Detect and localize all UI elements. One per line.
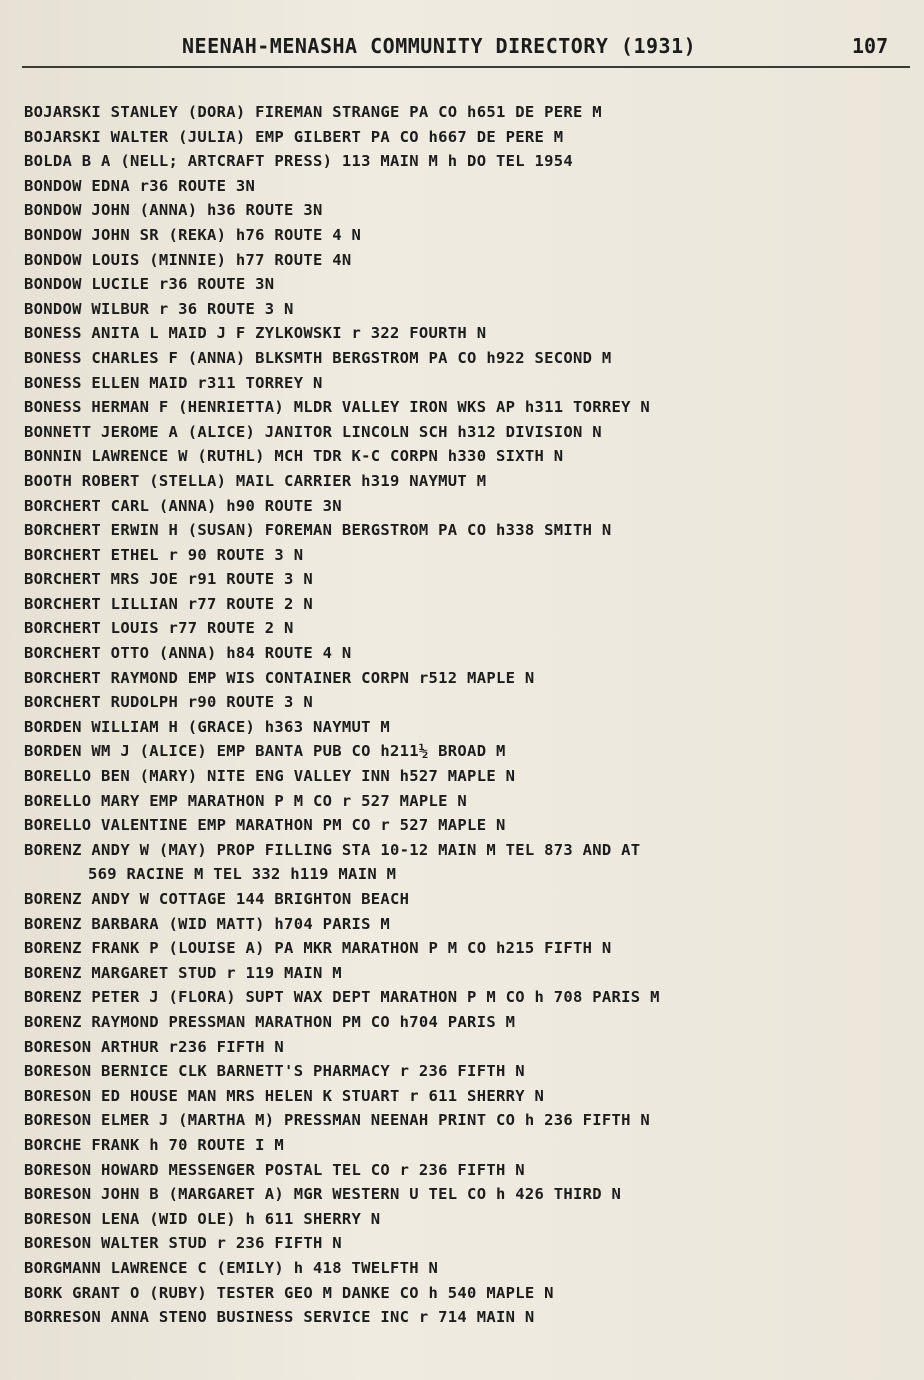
page-number: 107	[852, 34, 889, 58]
header-rule	[22, 66, 910, 68]
directory-entry: BORCHERT CARL (ANNA) h90 ROUTE 3N	[24, 496, 342, 515]
directory-entry: BORDEN WILLIAM H (GRACE) h363 NAYMUT M	[24, 717, 391, 736]
directory-entry: BORGMANN LAWRENCE C (EMILY) h 418 TWELFTH N	[24, 1258, 439, 1277]
directory-entry: BORESON ED HOUSE MAN MRS HELEN K STUART r 611 SHERRY N	[24, 1086, 545, 1105]
directory-entry: BORCHERT RUDOLPH r90 ROUTE 3 N	[24, 693, 313, 712]
directory-entry: BORESON ELMER J (MARTHA M) PRESSMAN NEENAH PRINT CO h 236 FIFTH N	[24, 1111, 651, 1130]
directory-entry: BORCHERT LOUIS r77 ROUTE 2 N	[24, 619, 294, 638]
directory-entry: BORENZ ANDY W COTTAGE 144 BRIGHTON BEACH	[24, 890, 410, 908]
directory-entry: BORELLO MARY EMP MARATHON P M CO r 527 MAPLE N	[24, 791, 468, 810]
directory-entry: BORENZ FRANK P (LOUISE A) PA MKR MARATHON P M CO h215 FIFTH N	[24, 939, 612, 958]
page-header	[0, 28, 924, 68]
directory-entry: BOOTH ROBERT (STELLA) MAIL CARRIER h319 NAYMUT M	[24, 471, 487, 490]
directory-entry: BORCHERT OTTO (ANNA) h84 ROUTE 4 N	[24, 644, 352, 663]
directory-entry: BORELLO VALENTINE EMP MARATHON PM CO r 527 MAPLE N	[24, 816, 506, 835]
directory-entry: BORESON BERNICE CLK BARNETT'S PHARMACY r 236 FIFTH N	[24, 1062, 525, 1081]
directory-entry: BORCHERT MRS JOE r91 ROUTE 3 N	[24, 570, 313, 589]
directory-entry: BORRESON ANNA STENO BUSINESS SERVICE INC r 714 MAIN N	[24, 1308, 535, 1327]
directory-entry: BORENZ PETER J (FLORA) SUPT WAX DEPT MARATHON P M CO h 708 PARIS M	[24, 988, 660, 1007]
directory-entry: BONDOW EDNA r36 ROUTE 3N	[24, 176, 256, 195]
directory-entry: BORENZ RAYMOND PRESSMAN MARATHON PM CO h704 PARIS M	[24, 1012, 516, 1031]
directory-title: NEENAH-MENASHA COMMUNITY DIRECTORY (1931)	[182, 34, 697, 58]
directory-entries	[24, 100, 914, 1330]
directory-entry: BORESON WALTER STUD r 236 FIFTH N	[24, 1234, 342, 1253]
directory-entry: BORENZ MARGARET STUD r 119 MAIN M	[24, 963, 342, 982]
directory-entry: BORESON LENA (WID OLE) h 611 SHERRY N	[24, 1209, 381, 1228]
directory-entry: BONNETT JEROME A (ALICE) JANITOR LINCOLN SCH h312 DIVISION N	[24, 422, 602, 441]
directory-entry: BONESS CHARLES F (ANNA) BLKSMTH BERGSTROM PA CO h922 SECOND M	[24, 348, 612, 367]
directory-entry: BONESS ELLEN MAID r311 TORREY N	[24, 373, 323, 392]
directory-entry: BORCHERT LILLIAN r77 ROUTE 2 N	[24, 594, 313, 613]
directory-entry: BORCHE FRANK h 70 ROUTE I M	[24, 1135, 285, 1154]
directory-entry: BONESS ANITA L MAID J F ZYLKOWSKI r 322 FOURTH N	[24, 324, 487, 343]
directory-entry: BOLDA B A (NELL; ARTCRAFT PRESS) 113 MAIN M h DO TEL 1954	[24, 152, 574, 171]
directory-entry: BORESON HOWARD MESSENGER POSTAL TEL CO r 236 FIFTH N	[24, 1160, 525, 1179]
directory-entry: BORELLO BEN (MARY) NITE ENG VALLEY INN h527 MAPLE N	[24, 767, 516, 786]
directory-entry: BORCHERT ETHEL r 90 ROUTE 3 N	[24, 545, 304, 564]
directory-entry: BONDOW WILBUR r 36 ROUTE 3 N	[24, 299, 294, 318]
directory-entry: BOJARSKI WALTER (JULIA) EMP GILBERT PA CO h667 DE PERE M	[24, 127, 564, 146]
directory-entry: BORCHERT ERWIN H (SUSAN) FOREMAN BERGSTROM PA CO h338 SMITH N	[24, 521, 612, 540]
directory-entry: BONDOW JOHN SR (REKA) h76 ROUTE 4 N	[24, 225, 362, 244]
directory-entry: BONDOW JOHN (ANNA) h36 ROUTE 3N	[24, 201, 323, 220]
directory-entry: BORCHERT RAYMOND EMP WIS CONTAINER CORPN r512 MAPLE N	[24, 668, 535, 687]
directory-entry: BORDEN WM J (ALICE) EMP BANTA PUB CO h211½ BROAD M	[24, 742, 506, 761]
directory-entry: BONDOW LOUIS (MINNIE) h77 ROUTE 4N	[24, 250, 352, 269]
directory-entry: BONNIN LAWRENCE W (RUTHL) MCH TDR K-C CORPN h330 SIXTH N	[24, 447, 564, 466]
directory-entry: BORESON JOHN B (MARGARET A) MGR WESTERN U TEL CO h 426 THIRD N	[24, 1185, 622, 1204]
directory-entry-continuation: 569 RACINE M TEL 332 h119 MAIN M	[88, 865, 397, 884]
directory-entry: BORENZ ANDY W (MAY) PROP FILLING STA 10-12 MAIN M TEL 873 AND AT	[24, 840, 641, 859]
directory-entry: BORENZ BARBARA (WID MATT) h704 PARIS M	[24, 914, 391, 933]
directory-entry: BONESS HERMAN F (HENRIETTA) MLDR VALLEY IRON WKS AP h311 TORREY N	[24, 398, 651, 417]
directory-entry: BORK GRANT O (RUBY) TESTER GEO M DANKE CO h 540 MAPLE N	[24, 1283, 554, 1302]
directory-entry: BOJARSKI STANLEY (DORA) FIREMAN STRANGE PA CO h651 DE PERE M	[24, 103, 602, 121]
directory-entry: BONDOW LUCILE r36 ROUTE 3N	[24, 275, 275, 294]
directory-entry: BORESON ARTHUR r236 FIFTH N	[24, 1037, 285, 1056]
